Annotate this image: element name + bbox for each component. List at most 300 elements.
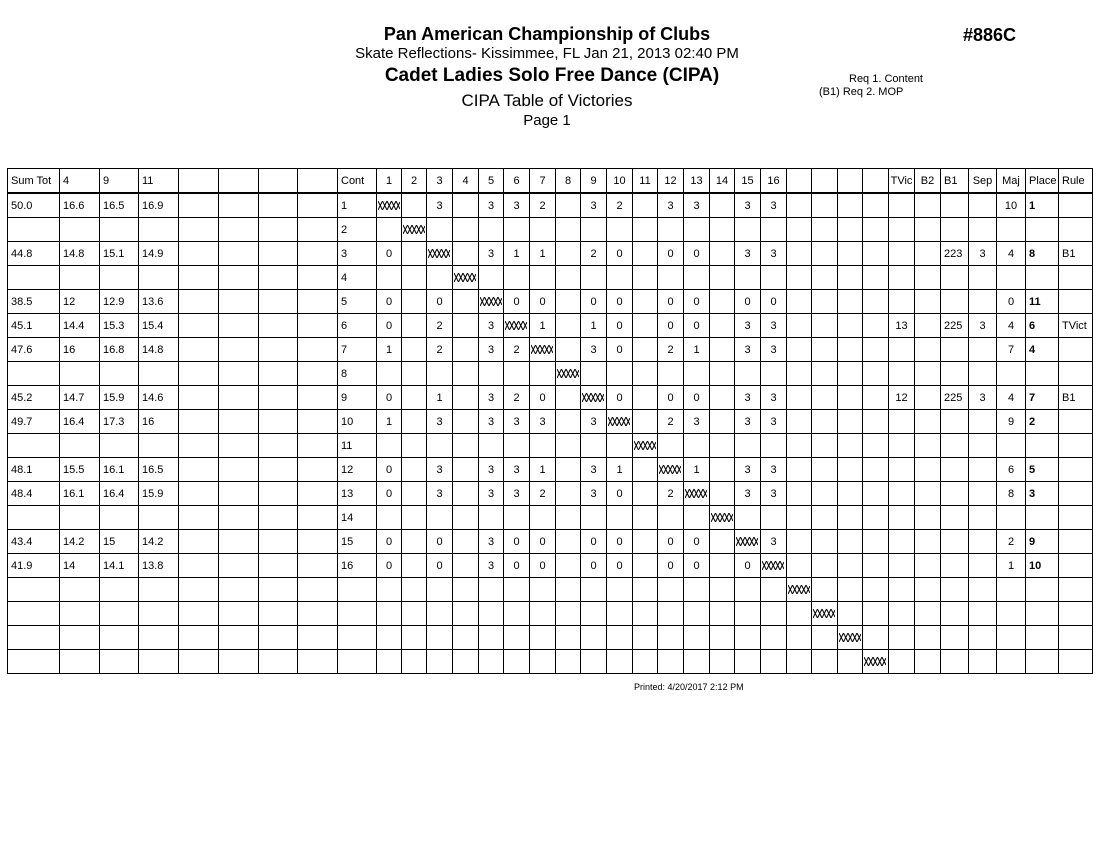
table-cell bbox=[941, 193, 969, 218]
table-cell bbox=[941, 410, 969, 434]
table-cell: 14.4 bbox=[60, 314, 100, 338]
table-row bbox=[8, 242, 1093, 266]
table-cell: 2 bbox=[338, 218, 377, 242]
table-cell bbox=[710, 193, 735, 218]
table-cell bbox=[889, 290, 915, 314]
table-cell bbox=[259, 650, 298, 674]
table-cell: 47.6 bbox=[8, 338, 60, 362]
table-cell: 225 bbox=[941, 314, 969, 338]
table-cell bbox=[889, 506, 915, 530]
table-cell bbox=[556, 554, 581, 578]
column-header: Place bbox=[1026, 169, 1059, 194]
table-cell bbox=[219, 602, 259, 626]
table-cell bbox=[402, 530, 427, 554]
table-cell bbox=[8, 218, 60, 242]
table-cell bbox=[812, 554, 838, 578]
table-cell bbox=[997, 266, 1026, 290]
table-row bbox=[8, 482, 1093, 506]
table-cell bbox=[8, 362, 60, 386]
table-cell bbox=[60, 434, 100, 458]
table-cell bbox=[863, 506, 889, 530]
column-header: Sum Tot bbox=[8, 169, 60, 194]
table-cell: 14 bbox=[338, 506, 377, 530]
table-cell: 0 bbox=[684, 554, 710, 578]
table-cell bbox=[402, 602, 427, 626]
table-cell bbox=[761, 266, 787, 290]
table-cell: 5 bbox=[1026, 458, 1059, 482]
table-cell bbox=[761, 362, 787, 386]
table-cell bbox=[453, 193, 479, 218]
table-cell bbox=[453, 506, 479, 530]
table-cell: 16.1 bbox=[100, 458, 139, 482]
table-cell bbox=[915, 530, 941, 554]
table-cell bbox=[941, 578, 969, 602]
table-cell: 44.8 bbox=[8, 242, 60, 266]
table-cell: 5 bbox=[338, 290, 377, 314]
table-cell bbox=[1059, 626, 1093, 650]
table-cell bbox=[453, 362, 479, 386]
table-cell: 1 bbox=[581, 314, 607, 338]
table-cell bbox=[787, 410, 812, 434]
table-cell bbox=[179, 314, 219, 338]
table-cell: 0 bbox=[684, 530, 710, 554]
table-cell: 1 bbox=[1026, 193, 1059, 218]
table-cell: 3 bbox=[969, 314, 997, 338]
table-cell bbox=[969, 506, 997, 530]
table-cell bbox=[530, 506, 556, 530]
table-cell bbox=[684, 578, 710, 602]
table-cell bbox=[812, 578, 838, 602]
column-header: 1 bbox=[377, 169, 402, 194]
table-cell bbox=[812, 482, 838, 506]
table-cell bbox=[556, 530, 581, 554]
table-cell: 2 bbox=[530, 482, 556, 506]
self-match-marker bbox=[530, 338, 556, 362]
table-cell bbox=[259, 458, 298, 482]
table-cell bbox=[889, 482, 915, 506]
table-cell bbox=[377, 434, 402, 458]
table-cell bbox=[915, 434, 941, 458]
table-cell bbox=[60, 218, 100, 242]
table-cell bbox=[812, 314, 838, 338]
table-cell bbox=[969, 338, 997, 362]
table-cell bbox=[838, 578, 863, 602]
table-cell bbox=[863, 386, 889, 410]
table-cell bbox=[1059, 338, 1093, 362]
table-cell bbox=[139, 578, 179, 602]
table-cell: 14.6 bbox=[139, 386, 179, 410]
table-cell: 1 bbox=[997, 554, 1026, 578]
table-cell bbox=[633, 626, 658, 650]
table-cell bbox=[219, 554, 259, 578]
table-cell bbox=[710, 458, 735, 482]
table-cell bbox=[735, 266, 761, 290]
table-cell bbox=[812, 650, 838, 674]
table-cell: 50.0 bbox=[8, 193, 60, 218]
table-cell bbox=[969, 266, 997, 290]
table-cell bbox=[298, 482, 338, 506]
table-cell bbox=[556, 410, 581, 434]
table-cell bbox=[453, 314, 479, 338]
self-match-marker bbox=[684, 482, 710, 506]
table-cell bbox=[100, 266, 139, 290]
table-cell bbox=[684, 626, 710, 650]
table-cell bbox=[941, 266, 969, 290]
table-cell bbox=[504, 506, 530, 530]
table-cell bbox=[710, 314, 735, 338]
table-cell: 17.3 bbox=[100, 410, 139, 434]
table-cell bbox=[453, 530, 479, 554]
table-cell bbox=[259, 218, 298, 242]
table-cell bbox=[1026, 506, 1059, 530]
table-cell: 3 bbox=[581, 482, 607, 506]
table-row bbox=[8, 530, 1093, 554]
table-cell: 3 bbox=[479, 338, 504, 362]
table-cell: 13.6 bbox=[139, 290, 179, 314]
table-cell: 3 bbox=[581, 193, 607, 218]
table-cell bbox=[941, 650, 969, 674]
table-cell bbox=[479, 434, 504, 458]
table-cell bbox=[1059, 458, 1093, 482]
table-cell bbox=[479, 362, 504, 386]
table-cell bbox=[969, 193, 997, 218]
table-cell bbox=[259, 266, 298, 290]
table-row bbox=[8, 338, 1093, 362]
table-cell bbox=[787, 482, 812, 506]
table-cell: 12.9 bbox=[100, 290, 139, 314]
table-row bbox=[8, 458, 1093, 482]
table-cell: 3 bbox=[530, 410, 556, 434]
table-cell bbox=[969, 458, 997, 482]
table-cell: 4 bbox=[997, 314, 1026, 338]
table-cell bbox=[863, 626, 889, 650]
table-cell: 0 bbox=[684, 386, 710, 410]
table-cell: 3 bbox=[735, 458, 761, 482]
table-cell: 16.6 bbox=[60, 193, 100, 218]
table-cell bbox=[581, 362, 607, 386]
table-cell bbox=[863, 290, 889, 314]
table-cell bbox=[838, 386, 863, 410]
table-cell bbox=[941, 506, 969, 530]
table-cell bbox=[684, 218, 710, 242]
table-row bbox=[8, 386, 1093, 410]
table-cell bbox=[60, 602, 100, 626]
table-cell bbox=[889, 338, 915, 362]
table-cell: 3 bbox=[735, 386, 761, 410]
table-cell: 6 bbox=[1026, 314, 1059, 338]
crosshatch-icon bbox=[428, 249, 450, 258]
table-cell bbox=[298, 458, 338, 482]
table-cell bbox=[402, 314, 427, 338]
table-cell bbox=[1059, 506, 1093, 530]
table-cell: 0 bbox=[658, 386, 684, 410]
self-match-marker bbox=[812, 602, 838, 626]
table-cell bbox=[427, 434, 453, 458]
table-cell bbox=[761, 218, 787, 242]
table-cell: 0 bbox=[377, 458, 402, 482]
table-cell: 3 bbox=[761, 482, 787, 506]
table-cell: 15.3 bbox=[100, 314, 139, 338]
column-header: TVic bbox=[889, 169, 915, 194]
table-cell bbox=[377, 626, 402, 650]
table-cell bbox=[8, 266, 60, 290]
table-cell bbox=[710, 410, 735, 434]
table-cell bbox=[607, 626, 633, 650]
table-cell bbox=[504, 602, 530, 626]
table-cell bbox=[969, 530, 997, 554]
table-cell bbox=[658, 266, 684, 290]
table-cell bbox=[863, 530, 889, 554]
table-cell: 2 bbox=[997, 530, 1026, 554]
table-cell bbox=[1059, 482, 1093, 506]
table-cell bbox=[298, 338, 338, 362]
table-cell bbox=[402, 506, 427, 530]
table-cell: 16.5 bbox=[139, 458, 179, 482]
table-row bbox=[8, 554, 1093, 578]
table-cell: 0 bbox=[607, 482, 633, 506]
table-cell: 16 bbox=[60, 338, 100, 362]
table-cell: 1 bbox=[377, 338, 402, 362]
table-cell bbox=[787, 434, 812, 458]
table-cell bbox=[710, 434, 735, 458]
table-cell bbox=[812, 626, 838, 650]
column-header: 8 bbox=[556, 169, 581, 194]
table-cell bbox=[969, 602, 997, 626]
table-cell bbox=[530, 218, 556, 242]
table-cell: 3 bbox=[427, 410, 453, 434]
table-cell bbox=[259, 386, 298, 410]
table-cell bbox=[941, 554, 969, 578]
table-cell bbox=[219, 650, 259, 674]
table-cell bbox=[1059, 362, 1093, 386]
table-cell bbox=[259, 314, 298, 338]
table-cell: 15.9 bbox=[139, 482, 179, 506]
table-cell: 0 bbox=[607, 314, 633, 338]
table-cell bbox=[556, 434, 581, 458]
table-cell bbox=[812, 218, 838, 242]
table-cell: 2 bbox=[530, 193, 556, 218]
table-cell: 14.7 bbox=[60, 386, 100, 410]
table-cell bbox=[658, 650, 684, 674]
table-cell bbox=[915, 362, 941, 386]
self-match-marker bbox=[377, 193, 402, 218]
table-cell: 1 bbox=[530, 458, 556, 482]
table-cell: 0 bbox=[761, 290, 787, 314]
table-cell bbox=[812, 386, 838, 410]
table-cell bbox=[838, 482, 863, 506]
self-match-marker bbox=[607, 410, 633, 434]
table-cell bbox=[787, 602, 812, 626]
table-cell: 3 bbox=[427, 458, 453, 482]
column-header bbox=[179, 169, 219, 194]
table-cell: 3 bbox=[761, 410, 787, 434]
table-row bbox=[8, 218, 1093, 242]
table-cell bbox=[402, 626, 427, 650]
table-cell bbox=[453, 386, 479, 410]
table-cell: 0 bbox=[504, 554, 530, 578]
table-cell bbox=[969, 410, 997, 434]
table-row bbox=[8, 290, 1093, 314]
table-cell: 7 bbox=[997, 338, 1026, 362]
table-cell bbox=[838, 458, 863, 482]
table-cell bbox=[453, 578, 479, 602]
table-cell: 49.7 bbox=[8, 410, 60, 434]
crosshatch-icon bbox=[454, 273, 476, 282]
table-cell bbox=[1059, 554, 1093, 578]
table-cell: 15.4 bbox=[139, 314, 179, 338]
column-header: 2 bbox=[402, 169, 427, 194]
table-cell bbox=[259, 578, 298, 602]
table-cell bbox=[838, 650, 863, 674]
table-cell: 8 bbox=[1026, 242, 1059, 266]
table-cell: 3 bbox=[504, 482, 530, 506]
table-cell bbox=[889, 266, 915, 290]
table-cell: 14.8 bbox=[139, 338, 179, 362]
table-cell bbox=[298, 362, 338, 386]
table-cell bbox=[100, 650, 139, 674]
table-cell: 10 bbox=[1026, 554, 1059, 578]
table-cell bbox=[179, 410, 219, 434]
table-cell bbox=[941, 290, 969, 314]
table-cell: 45.2 bbox=[8, 386, 60, 410]
column-header: 11 bbox=[139, 169, 179, 194]
table-cell bbox=[298, 193, 338, 218]
table-cell bbox=[633, 314, 658, 338]
table-cell: 0 bbox=[658, 290, 684, 314]
table-cell bbox=[1059, 410, 1093, 434]
table-cell: 0 bbox=[658, 242, 684, 266]
table-cell bbox=[530, 266, 556, 290]
table-cell bbox=[298, 650, 338, 674]
table-cell bbox=[812, 362, 838, 386]
table-cell: B1 bbox=[1059, 242, 1093, 266]
crosshatch-icon bbox=[378, 201, 400, 210]
table-cell: 3 bbox=[504, 410, 530, 434]
table-cell bbox=[863, 266, 889, 290]
table-cell bbox=[658, 626, 684, 650]
table-cell bbox=[787, 506, 812, 530]
column-header bbox=[787, 169, 812, 194]
table-cell bbox=[658, 602, 684, 626]
table-cell bbox=[179, 290, 219, 314]
table-cell bbox=[479, 650, 504, 674]
table-cell bbox=[377, 218, 402, 242]
table-cell bbox=[402, 193, 427, 218]
table-cell bbox=[219, 290, 259, 314]
table-cell bbox=[941, 602, 969, 626]
table-cell bbox=[219, 578, 259, 602]
table-cell bbox=[259, 506, 298, 530]
event-name: Cadet Ladies Solo Free Dance (CIPA) bbox=[384, 65, 720, 86]
table-cell bbox=[710, 242, 735, 266]
table-cell: 3 bbox=[735, 482, 761, 506]
table-cell: 2 bbox=[504, 386, 530, 410]
table-cell bbox=[1059, 530, 1093, 554]
table-cell bbox=[556, 506, 581, 530]
table-cell: 2 bbox=[607, 193, 633, 218]
table-cell bbox=[812, 410, 838, 434]
table-cell bbox=[377, 602, 402, 626]
table-cell bbox=[402, 578, 427, 602]
self-match-marker bbox=[504, 314, 530, 338]
table-cell bbox=[633, 506, 658, 530]
table-cell bbox=[530, 362, 556, 386]
table-cell: 13 bbox=[338, 482, 377, 506]
table-cell bbox=[259, 193, 298, 218]
table-cell: 15 bbox=[100, 530, 139, 554]
table-cell: 0 bbox=[581, 554, 607, 578]
table-cell bbox=[100, 434, 139, 458]
table-cell bbox=[139, 602, 179, 626]
table-cell bbox=[863, 602, 889, 626]
column-header: 5 bbox=[479, 169, 504, 194]
table-cell bbox=[863, 554, 889, 578]
table-cell bbox=[402, 434, 427, 458]
table-cell: 0 bbox=[504, 290, 530, 314]
table-cell: 3 bbox=[479, 482, 504, 506]
table-cell bbox=[179, 626, 219, 650]
table-cell bbox=[710, 362, 735, 386]
table-cell: 45.1 bbox=[8, 314, 60, 338]
table-cell: 6 bbox=[338, 314, 377, 338]
table-cell: 6 bbox=[997, 458, 1026, 482]
table-cell bbox=[556, 458, 581, 482]
table-cell bbox=[658, 362, 684, 386]
table-cell bbox=[581, 506, 607, 530]
table-cell bbox=[453, 410, 479, 434]
table-cell bbox=[338, 650, 377, 674]
table-row bbox=[8, 193, 1093, 218]
table-cell bbox=[1059, 578, 1093, 602]
table-cell bbox=[997, 506, 1026, 530]
table-cell bbox=[838, 530, 863, 554]
table-cell: 0 bbox=[607, 554, 633, 578]
table-cell bbox=[100, 602, 139, 626]
table-cell bbox=[812, 193, 838, 218]
table-cell bbox=[8, 602, 60, 626]
table-cell bbox=[402, 362, 427, 386]
table-cell bbox=[633, 193, 658, 218]
table-cell bbox=[633, 386, 658, 410]
table-cell bbox=[530, 578, 556, 602]
table-cell bbox=[812, 458, 838, 482]
table-cell bbox=[8, 434, 60, 458]
table-cell bbox=[997, 626, 1026, 650]
table-cell: 3 bbox=[969, 386, 997, 410]
table-cell: 4 bbox=[1026, 338, 1059, 362]
table-cell bbox=[633, 554, 658, 578]
table-cell bbox=[100, 218, 139, 242]
table-cell bbox=[60, 650, 100, 674]
table-cell bbox=[479, 602, 504, 626]
table-cell: 3 bbox=[684, 410, 710, 434]
table-cell bbox=[1059, 218, 1093, 242]
table-cell bbox=[427, 266, 453, 290]
table-cell bbox=[889, 626, 915, 650]
table-cell: 0 bbox=[997, 290, 1026, 314]
table-cell bbox=[735, 362, 761, 386]
table-cell: 1 bbox=[504, 242, 530, 266]
table-cell bbox=[8, 626, 60, 650]
table-cell bbox=[402, 290, 427, 314]
table-cell bbox=[838, 506, 863, 530]
table-cell bbox=[298, 218, 338, 242]
table-cell bbox=[607, 602, 633, 626]
table-cell bbox=[710, 530, 735, 554]
table-cell bbox=[658, 434, 684, 458]
table-cell: 3 bbox=[479, 242, 504, 266]
table-cell: 3 bbox=[581, 458, 607, 482]
